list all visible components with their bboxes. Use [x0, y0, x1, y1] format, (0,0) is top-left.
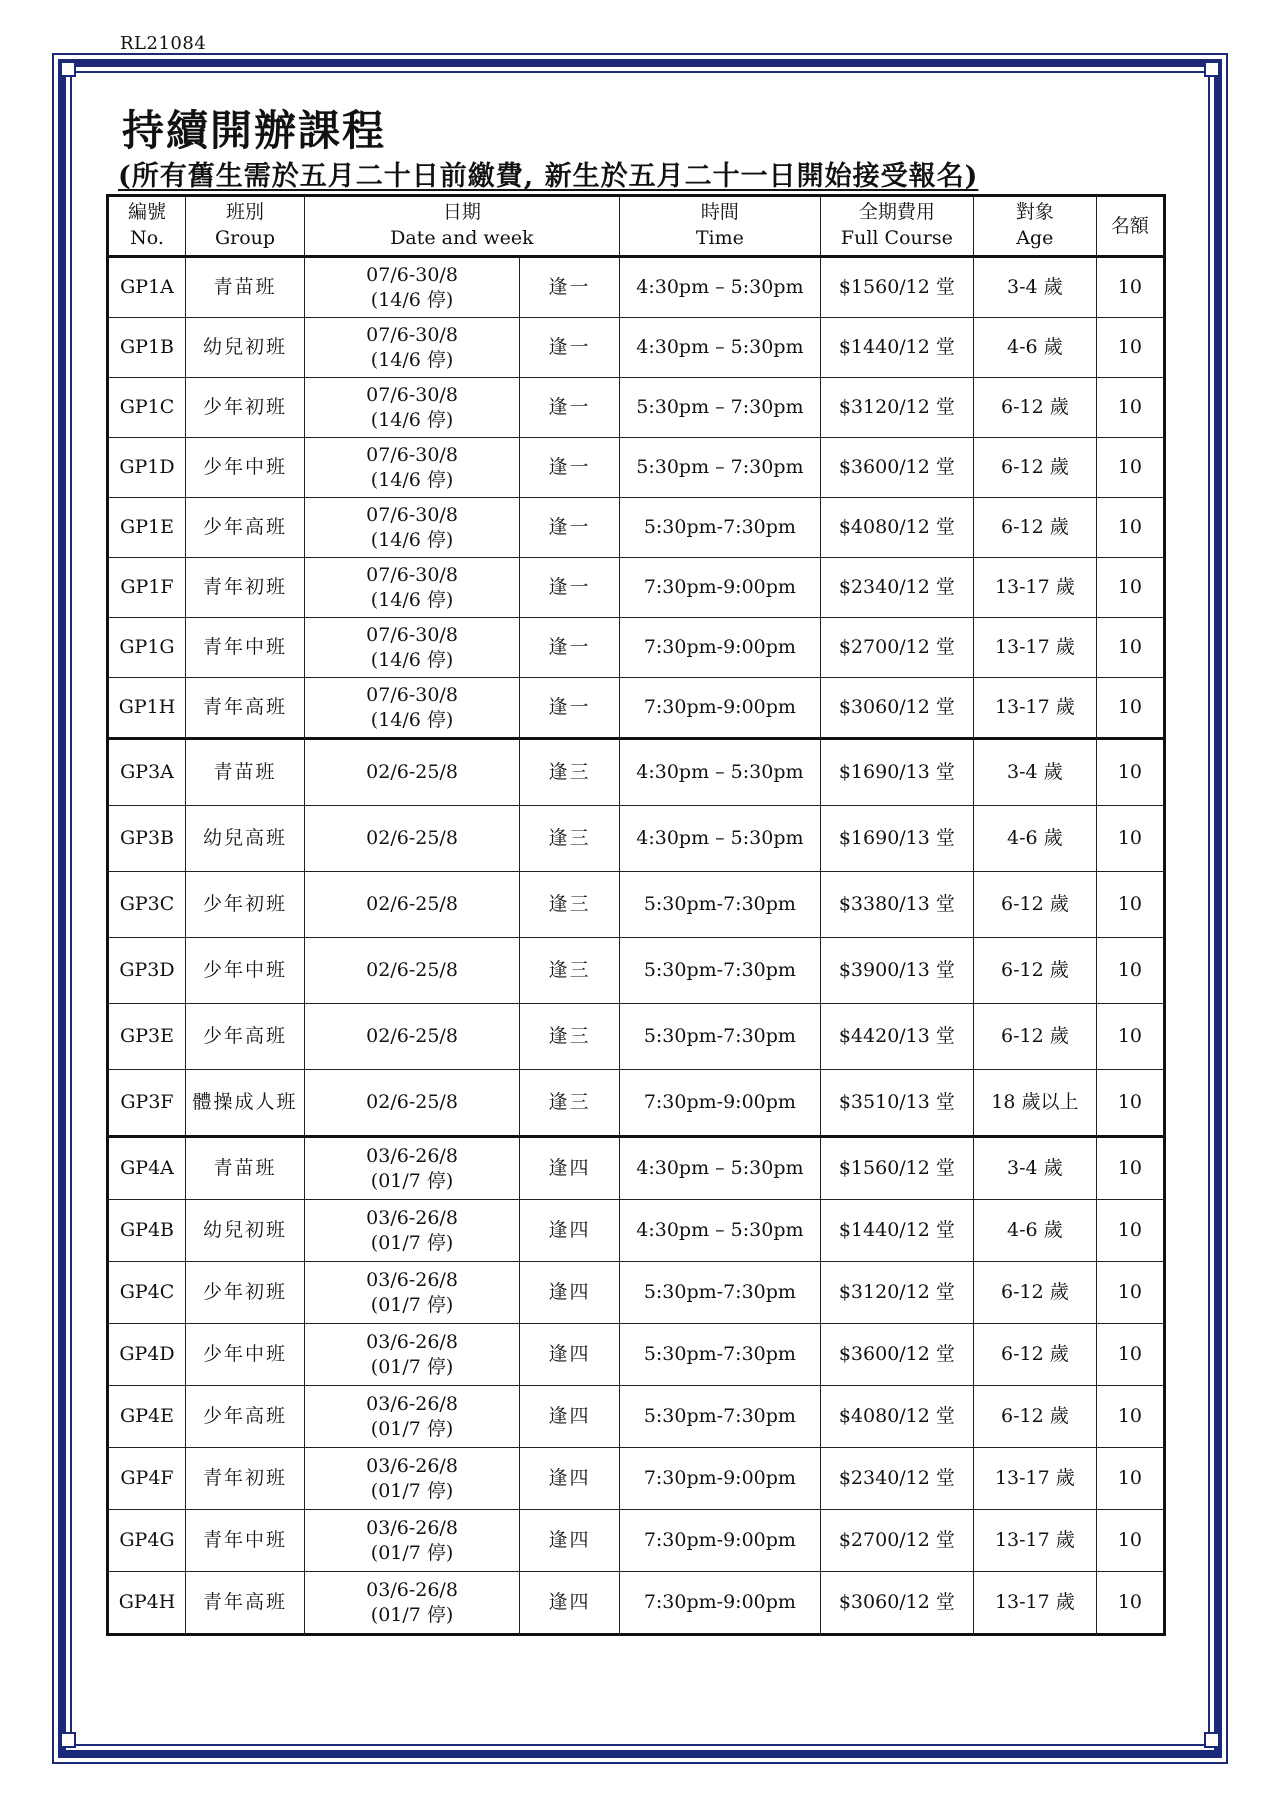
table-row	[108, 1200, 1165, 1262]
row-date-cell	[305, 938, 520, 1004]
row-age-cell: 18 歲以上	[973, 1070, 1096, 1137]
row-quota-cell: 10	[1096, 1572, 1164, 1635]
row-fee-cell: $3060/12 堂	[820, 1572, 973, 1635]
row-no-cell: GP1D	[108, 438, 186, 498]
row-quota-cell: 10	[1096, 318, 1164, 378]
row-age-cell: 6-12 歲	[973, 938, 1096, 1004]
table-row	[108, 1137, 1165, 1200]
row-time-cell: 5:30pm-7:30pm	[619, 1386, 820, 1448]
row-group-cell: 青年初班	[186, 1448, 305, 1510]
row-age-cell: 6-12 歲	[973, 1324, 1096, 1386]
row-age-cell: 6-12 歲	[973, 1386, 1096, 1448]
row-group-cell: 幼兒初班	[186, 1200, 305, 1262]
row-quota-cell: 10	[1096, 618, 1164, 678]
row-date-note: (14/6 停)	[370, 288, 454, 311]
table-row	[108, 1262, 1165, 1324]
row-no-cell: GP1G	[108, 618, 186, 678]
row-quota-cell: 10	[1096, 678, 1164, 739]
row-group-cell: 青苗班	[186, 1137, 305, 1200]
row-weekday-cell: 逢一	[520, 498, 620, 558]
row-time-cell: 4:30pm – 5:30pm	[619, 806, 820, 872]
row-date-note: (14/6 停)	[370, 588, 454, 611]
row-date-range: 03/6-26/8	[366, 1268, 458, 1291]
row-date-cell	[305, 1386, 520, 1448]
table-row	[108, 1510, 1165, 1572]
row-no-cell: GP4H	[108, 1572, 186, 1635]
row-date-cell	[305, 678, 520, 739]
row-date-cell	[305, 257, 520, 318]
row-fee-cell: $2340/12 堂	[820, 1448, 973, 1510]
row-no-cell: GP4G	[108, 1510, 186, 1572]
row-date-range: 03/6-26/8	[366, 1392, 458, 1415]
header-time: 時間 Time	[619, 196, 820, 257]
row-no-cell: GP1E	[108, 498, 186, 558]
table-row	[108, 1572, 1165, 1635]
row-date-cell	[305, 806, 520, 872]
row-time-cell: 5:30pm-7:30pm	[619, 498, 820, 558]
row-group-cell: 體操成人班	[186, 1070, 305, 1137]
row-quota-cell: 10	[1096, 257, 1164, 318]
row-weekday-cell: 逢一	[520, 558, 620, 618]
row-group-cell: 少年中班	[186, 438, 305, 498]
row-group-cell: 少年中班	[186, 938, 305, 1004]
row-weekday-cell: 逢三	[520, 806, 620, 872]
row-fee-cell: $3600/12 堂	[820, 1324, 973, 1386]
row-date-cell	[305, 438, 520, 498]
row-time-cell: 7:30pm-9:00pm	[619, 1572, 820, 1635]
row-date-cell	[305, 1510, 520, 1572]
row-date-cell	[305, 1200, 520, 1262]
page-title: 持續開辦課程	[122, 106, 387, 155]
row-time-cell: 4:30pm – 5:30pm	[619, 257, 820, 318]
row-date-cell	[305, 872, 520, 938]
row-quota-cell: 10	[1096, 558, 1164, 618]
row-date-note: (14/6 停)	[370, 648, 454, 671]
row-date-range: 07/6-30/8	[366, 263, 458, 286]
table-row	[108, 1324, 1165, 1386]
table-row	[108, 257, 1165, 318]
row-age-cell: 3-4 歲	[973, 739, 1096, 806]
row-date-note: (14/6 停)	[370, 348, 454, 371]
row-age-cell: 6-12 歲	[973, 1004, 1096, 1070]
row-group-cell: 青年高班	[186, 1572, 305, 1635]
row-weekday-cell: 逢四	[520, 1572, 620, 1635]
row-time-cell: 4:30pm – 5:30pm	[619, 1200, 820, 1262]
row-quota-cell: 10	[1096, 1137, 1164, 1200]
row-group-cell: 青苗班	[186, 257, 305, 318]
row-quota-cell: 10	[1096, 1200, 1164, 1262]
row-weekday-cell: 逢三	[520, 1004, 620, 1070]
row-no-cell: GP1H	[108, 678, 186, 739]
row-date-note: (01/7 停)	[370, 1603, 454, 1626]
table-row	[108, 378, 1165, 438]
row-date-note: (01/7 停)	[370, 1293, 454, 1316]
row-quota-cell: 10	[1096, 1448, 1164, 1510]
border-corner-ornament	[1204, 1732, 1220, 1748]
row-date-cell	[305, 1572, 520, 1635]
row-age-cell: 3-4 歲	[973, 1137, 1096, 1200]
row-date-note: (01/7 停)	[370, 1479, 454, 1502]
course-schedule-table	[106, 194, 1166, 1636]
row-no-cell: GP4B	[108, 1200, 186, 1262]
row-quota-cell: 10	[1096, 1070, 1164, 1137]
row-quota-cell: 10	[1096, 1004, 1164, 1070]
row-time-cell: 5:30pm-7:30pm	[619, 1004, 820, 1070]
row-date-cell	[305, 1137, 520, 1200]
row-quota-cell: 10	[1096, 1510, 1164, 1572]
row-time-cell: 5:30pm – 7:30pm	[619, 378, 820, 438]
row-weekday-cell: 逢四	[520, 1448, 620, 1510]
row-date-cell	[305, 618, 520, 678]
row-date-range: 03/6-26/8	[366, 1578, 458, 1601]
row-weekday-cell: 逢三	[520, 1070, 620, 1137]
row-date-range: 07/6-30/8	[366, 683, 458, 706]
row-time-cell: 7:30pm-9:00pm	[619, 1070, 820, 1137]
row-group-cell: 少年高班	[186, 498, 305, 558]
row-date-range: 02/6-25/8	[366, 893, 458, 916]
table-row	[108, 498, 1165, 558]
row-date-range: 03/6-26/8	[366, 1206, 458, 1229]
row-fee-cell: $3510/13 堂	[820, 1070, 973, 1137]
row-weekday-cell: 逢一	[520, 378, 620, 438]
border-corner-ornament	[60, 1732, 76, 1748]
row-date-range: 03/6-26/8	[366, 1144, 458, 1167]
row-fee-cell: $1690/13 堂	[820, 806, 973, 872]
row-no-cell: GP4C	[108, 1262, 186, 1324]
row-date-range: 02/6-25/8	[366, 959, 458, 982]
row-no-cell: GP3F	[108, 1070, 186, 1137]
row-weekday-cell: 逢四	[520, 1137, 620, 1200]
row-date-note: (14/6 停)	[370, 468, 454, 491]
row-date-note: (14/6 停)	[370, 708, 454, 731]
row-fee-cell: $3060/12 堂	[820, 678, 973, 739]
table-header-row	[108, 196, 1165, 257]
row-fee-cell: $4420/13 堂	[820, 1004, 973, 1070]
table-row	[108, 678, 1165, 739]
border-corner-ornament	[1204, 61, 1220, 77]
row-age-cell: 13-17 歲	[973, 1510, 1096, 1572]
row-age-cell: 6-12 歲	[973, 378, 1096, 438]
row-no-cell: GP3D	[108, 938, 186, 1004]
row-time-cell: 5:30pm-7:30pm	[619, 1324, 820, 1386]
row-fee-cell: $1690/13 堂	[820, 739, 973, 806]
row-date-range: 02/6-25/8	[366, 1025, 458, 1048]
header-date: 日期 Date and week	[305, 196, 620, 257]
row-date-range: 03/6-26/8	[366, 1330, 458, 1353]
row-quota-cell: 10	[1096, 1386, 1164, 1448]
row-group-cell: 少年高班	[186, 1004, 305, 1070]
row-no-cell: GP4F	[108, 1448, 186, 1510]
row-time-cell: 5:30pm-7:30pm	[619, 872, 820, 938]
row-date-cell	[305, 498, 520, 558]
row-date-range: 07/6-30/8	[366, 323, 458, 346]
row-fee-cell: $1440/12 堂	[820, 1200, 973, 1262]
row-weekday-cell: 逢三	[520, 739, 620, 806]
row-group-cell: 青年初班	[186, 558, 305, 618]
row-fee-cell: $3120/12 堂	[820, 1262, 973, 1324]
header-group: 班別 Group	[186, 196, 305, 257]
row-weekday-cell: 逢三	[520, 938, 620, 1004]
row-date-range: 07/6-30/8	[366, 383, 458, 406]
row-no-cell: GP1A	[108, 257, 186, 318]
header-quota: 名額	[1096, 196, 1164, 257]
row-weekday-cell: 逢四	[520, 1324, 620, 1386]
border-corner-ornament	[60, 61, 76, 77]
table-row	[108, 558, 1165, 618]
header-fee: 全期費用 Full Course	[820, 196, 973, 257]
table-row	[108, 739, 1165, 806]
header-age: 對象 Age	[973, 196, 1096, 257]
row-fee-cell: $2700/12 堂	[820, 1510, 973, 1572]
row-date-cell	[305, 318, 520, 378]
row-fee-cell: $3900/13 堂	[820, 938, 973, 1004]
table-row	[108, 1448, 1165, 1510]
row-group-cell: 青年中班	[186, 1510, 305, 1572]
row-time-cell: 4:30pm – 5:30pm	[619, 739, 820, 806]
row-no-cell: GP1B	[108, 318, 186, 378]
row-fee-cell: $1560/12 堂	[820, 257, 973, 318]
row-fee-cell: $4080/12 堂	[820, 1386, 973, 1448]
row-quota-cell: 10	[1096, 498, 1164, 558]
row-weekday-cell: 逢一	[520, 678, 620, 739]
row-quota-cell: 10	[1096, 1324, 1164, 1386]
row-date-note: (14/6 停)	[370, 528, 454, 551]
row-age-cell: 4-6 歲	[973, 318, 1096, 378]
row-quota-cell: 10	[1096, 938, 1164, 1004]
row-fee-cell: $1440/12 堂	[820, 318, 973, 378]
row-no-cell: GP4D	[108, 1324, 186, 1386]
row-weekday-cell: 逢四	[520, 1386, 620, 1448]
row-quota-cell: 10	[1096, 739, 1164, 806]
row-no-cell: GP3B	[108, 806, 186, 872]
row-date-note: (01/7 停)	[370, 1541, 454, 1564]
row-time-cell: 7:30pm-9:00pm	[619, 678, 820, 739]
row-group-cell: 幼兒高班	[186, 806, 305, 872]
table-row	[108, 318, 1165, 378]
row-no-cell: GP1F	[108, 558, 186, 618]
row-time-cell: 7:30pm-9:00pm	[619, 1510, 820, 1572]
row-fee-cell: $2700/12 堂	[820, 618, 973, 678]
row-age-cell: 13-17 歲	[973, 558, 1096, 618]
table-row	[108, 938, 1165, 1004]
row-group-cell: 青年高班	[186, 678, 305, 739]
row-fee-cell: $1560/12 堂	[820, 1137, 973, 1200]
row-quota-cell: 10	[1096, 378, 1164, 438]
row-group-cell: 幼兒初班	[186, 318, 305, 378]
row-weekday-cell: 逢一	[520, 257, 620, 318]
row-age-cell: 13-17 歲	[973, 1572, 1096, 1635]
row-group-cell: 少年高班	[186, 1386, 305, 1448]
row-time-cell: 4:30pm – 5:30pm	[619, 1137, 820, 1200]
row-group-cell: 少年初班	[186, 872, 305, 938]
row-date-cell	[305, 1262, 520, 1324]
row-date-range: 03/6-26/8	[366, 1516, 458, 1539]
row-age-cell: 4-6 歲	[973, 806, 1096, 872]
row-date-note: (01/7 停)	[370, 1169, 454, 1192]
row-date-note: (01/7 停)	[370, 1417, 454, 1440]
row-date-note: (01/7 停)	[370, 1231, 454, 1254]
row-date-range: 07/6-30/8	[366, 623, 458, 646]
table-row	[108, 872, 1165, 938]
row-date-range: 07/6-30/8	[366, 503, 458, 526]
row-no-cell: GP4A	[108, 1137, 186, 1200]
row-weekday-cell: 逢三	[520, 872, 620, 938]
row-date-range: 07/6-30/8	[366, 563, 458, 586]
row-date-range: 07/6-30/8	[366, 443, 458, 466]
row-group-cell: 青苗班	[186, 739, 305, 806]
row-age-cell: 6-12 歲	[973, 498, 1096, 558]
page-subtitle: (所有舊生需於五月二十日前繳費, 新生於五月二十一日開始接受報名)	[118, 161, 979, 192]
row-weekday-cell: 逢一	[520, 618, 620, 678]
row-date-note: (14/6 停)	[370, 408, 454, 431]
row-weekday-cell: 逢四	[520, 1200, 620, 1262]
row-date-range: 02/6-25/8	[366, 761, 458, 784]
row-time-cell: 7:30pm-9:00pm	[619, 558, 820, 618]
row-time-cell: 4:30pm – 5:30pm	[619, 318, 820, 378]
row-date-cell	[305, 1070, 520, 1137]
row-weekday-cell: 逢一	[520, 438, 620, 498]
row-time-cell: 5:30pm – 7:30pm	[619, 438, 820, 498]
row-quota-cell: 10	[1096, 872, 1164, 938]
row-group-cell: 少年中班	[186, 1324, 305, 1386]
row-no-cell: GP3A	[108, 739, 186, 806]
row-age-cell: 13-17 歲	[973, 618, 1096, 678]
row-age-cell: 6-12 歲	[973, 1262, 1096, 1324]
row-date-cell	[305, 1324, 520, 1386]
row-date-note: (01/7 停)	[370, 1355, 454, 1378]
row-quota-cell: 10	[1096, 1262, 1164, 1324]
row-date-range: 02/6-25/8	[366, 1091, 458, 1114]
row-age-cell: 13-17 歲	[973, 1448, 1096, 1510]
row-fee-cell: $2340/12 堂	[820, 558, 973, 618]
row-age-cell: 6-12 歲	[973, 438, 1096, 498]
row-no-cell: GP4E	[108, 1386, 186, 1448]
row-time-cell: 5:30pm-7:30pm	[619, 938, 820, 1004]
row-date-cell	[305, 558, 520, 618]
row-age-cell: 13-17 歲	[973, 678, 1096, 739]
row-group-cell: 青年中班	[186, 618, 305, 678]
row-date-cell	[305, 1004, 520, 1070]
row-group-cell: 少年初班	[186, 378, 305, 438]
table-row	[108, 806, 1165, 872]
row-time-cell: 7:30pm-9:00pm	[619, 618, 820, 678]
row-weekday-cell: 逢四	[520, 1262, 620, 1324]
row-fee-cell: $3380/13 堂	[820, 872, 973, 938]
row-fee-cell: $3600/12 堂	[820, 438, 973, 498]
row-date-range: 02/6-25/8	[366, 827, 458, 850]
table-row	[108, 1070, 1165, 1137]
table-row	[108, 1004, 1165, 1070]
row-time-cell: 5:30pm-7:30pm	[619, 1262, 820, 1324]
row-date-cell	[305, 739, 520, 806]
document-code: RL21084	[120, 33, 207, 54]
row-age-cell: 3-4 歲	[973, 257, 1096, 318]
row-age-cell: 4-6 歲	[973, 1200, 1096, 1262]
row-weekday-cell: 逢一	[520, 318, 620, 378]
row-no-cell: GP1C	[108, 378, 186, 438]
row-no-cell: GP3C	[108, 872, 186, 938]
row-quota-cell: 10	[1096, 806, 1164, 872]
row-weekday-cell: 逢四	[520, 1510, 620, 1572]
row-date-range: 03/6-26/8	[366, 1454, 458, 1477]
row-age-cell: 6-12 歲	[973, 872, 1096, 938]
row-fee-cell: $3120/12 堂	[820, 378, 973, 438]
row-quota-cell: 10	[1096, 438, 1164, 498]
row-no-cell: GP3E	[108, 1004, 186, 1070]
row-group-cell: 少年初班	[186, 1262, 305, 1324]
row-date-cell	[305, 378, 520, 438]
row-fee-cell: $4080/12 堂	[820, 498, 973, 558]
header-no: 編號 No.	[108, 196, 186, 257]
table-row	[108, 438, 1165, 498]
table-row	[108, 1386, 1165, 1448]
table-row	[108, 618, 1165, 678]
row-date-cell	[305, 1448, 520, 1510]
row-time-cell: 7:30pm-9:00pm	[619, 1448, 820, 1510]
